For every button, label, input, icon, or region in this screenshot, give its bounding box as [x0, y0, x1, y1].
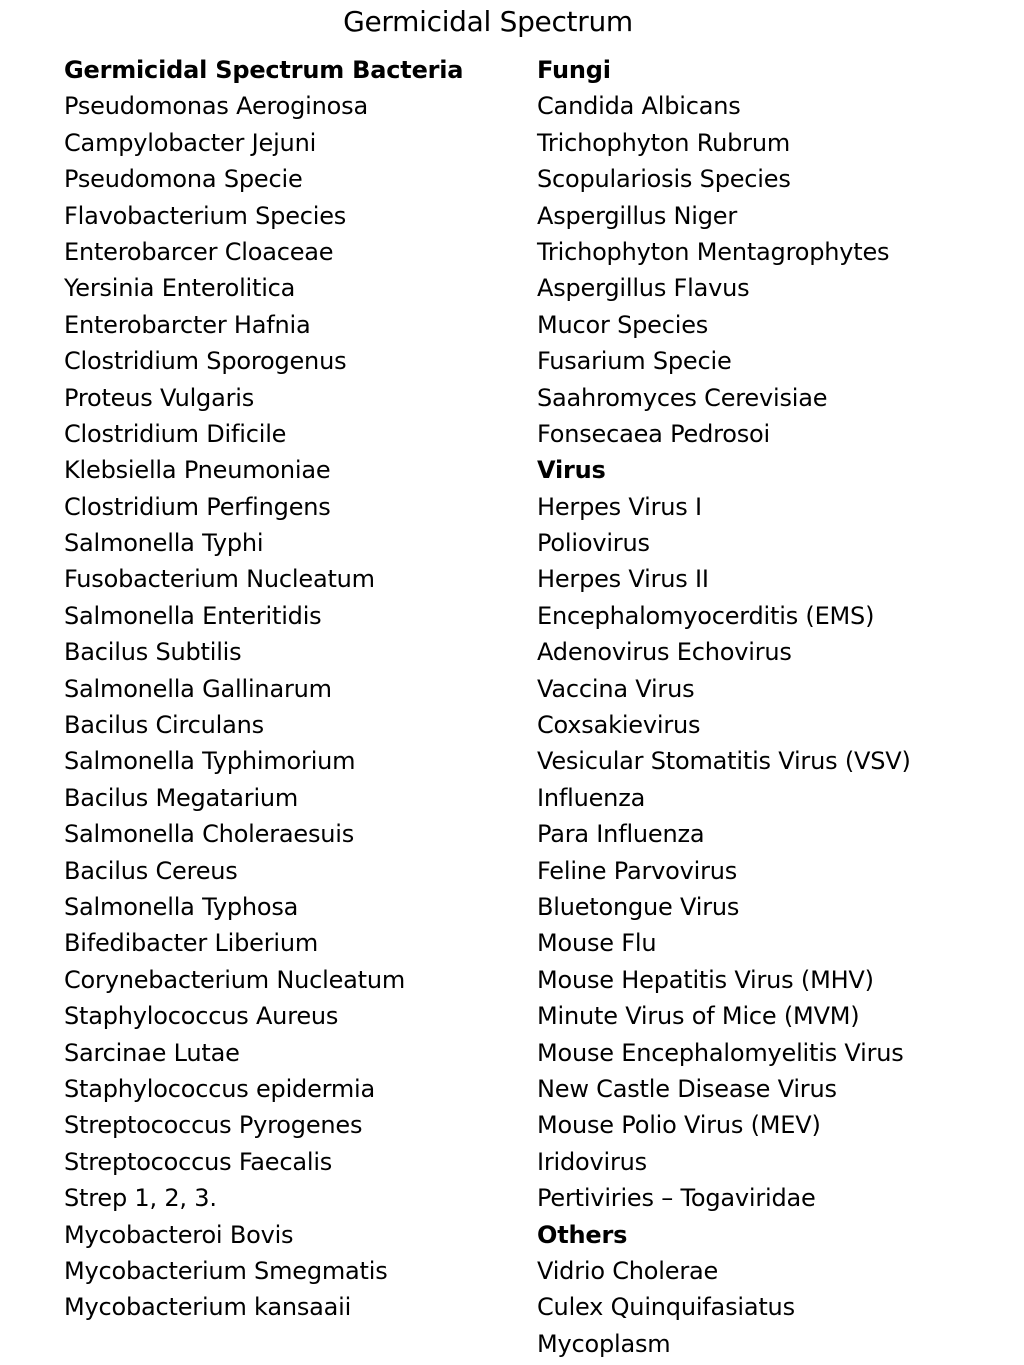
list-item: Clostridium Perfingens [64, 492, 331, 521]
list-item: Campylobacter Jejuni [64, 128, 317, 157]
page-title: Germicidal Spectrum [343, 5, 633, 38]
list-item: Enterobarcer Cloaceae [64, 237, 334, 266]
list-item: Mycobacterium kansaaii [64, 1293, 352, 1322]
list-item: Clostridium Dificile [64, 419, 287, 448]
list-item: Feline Parvovirus [537, 856, 738, 885]
list-item: Adenovirus Echovirus [537, 638, 792, 667]
list-item: Vaccina Virus [537, 674, 695, 703]
section-heading: Virus [537, 456, 606, 485]
list-item: Salmonella Gallinarum [64, 674, 332, 703]
list-item: Poliovirus [537, 529, 650, 558]
list-item: Trichophyton Rubrum [537, 128, 791, 157]
list-item: Salmonella Typhosa [64, 892, 299, 921]
list-item: Minute Virus of Mice (MVM) [537, 1002, 860, 1031]
list-item: Enterobarcter Hafnia [64, 310, 311, 339]
list-item: Mucor Species [537, 310, 709, 339]
list-item: Pseudomona Specie [64, 165, 303, 194]
list-item: Streptococcus Pyrogenes [64, 1111, 363, 1140]
list-item: Mycobacteroi Bovis [64, 1220, 294, 1249]
list-item: Coxsakievirus [537, 711, 701, 740]
section-heading: Germicidal Spectrum Bacteria [64, 56, 464, 84]
list-item: Scopulariosis Species [537, 165, 791, 194]
list-item: Trichophyton Mentagrophytes [537, 237, 890, 266]
list-item: Streptococcus Faecalis [64, 1147, 333, 1176]
list-item: Clostridium Sporogenus [64, 347, 347, 376]
list-item: Bifedibacter Liberium [64, 929, 319, 958]
list-item: Mouse Polio Virus (MEV) [537, 1111, 821, 1140]
list-item: Mycoplasm [537, 1329, 671, 1358]
section-heading: Others [537, 1220, 628, 1249]
list-item: Salmonella Choleraesuis [64, 820, 355, 849]
list-item: Influenza [537, 783, 646, 812]
list-item: Flavobacterium Species [64, 201, 347, 230]
list-item: Herpes Virus I [537, 492, 702, 521]
list-item: Mouse Hepatitis Virus (MHV) [537, 965, 874, 994]
list-item: Staphylococcus epidermia [64, 1074, 376, 1103]
section-heading: Fungi [537, 56, 611, 84]
list-item: Vesicular Stomatitis Virus (VSV) [537, 747, 911, 776]
list-item: Fonsecaea Pedrosoi [537, 419, 771, 448]
fungi-virus-others-column [537, 52, 1007, 1362]
list-item: Vidrio Cholerae [537, 1256, 719, 1285]
list-item: Salmonella Typhimorium [64, 747, 356, 776]
list-item: Aspergillus Flavus [537, 274, 750, 303]
list-item: Bacilus Megatarium [64, 783, 299, 812]
list-item: Candida Albicans [537, 92, 741, 121]
list-item: Culex Quinquifasiatus [537, 1293, 795, 1322]
list-item: Corynebacterium Nucleatum [64, 965, 406, 994]
list-item: New Castle Disease Virus [537, 1074, 837, 1103]
list-item: Fusarium Specie [537, 347, 732, 376]
list-item: Yersinia Enterolitica [64, 274, 296, 303]
list-item: Encephalomyocerditis (EMS) [537, 601, 875, 630]
list-item: Pertiviries – Togaviridae [537, 1184, 816, 1213]
list-item: Bacilus Subtilis [64, 638, 242, 667]
list-item: Strep 1, 2, 3. [64, 1184, 217, 1213]
list-item: Para Influenza [537, 820, 705, 849]
list-item: Mouse Flu [537, 929, 657, 958]
list-item: Iridovirus [537, 1147, 647, 1176]
list-item: Mycobacterium Smegmatis [64, 1256, 388, 1285]
list-item: Fusobacterium Nucleatum [64, 565, 375, 594]
list-item: Sarcinae Lutae [64, 1038, 240, 1067]
bacteria-column [64, 52, 504, 1326]
list-item: Herpes Virus II [537, 565, 709, 594]
list-item: Aspergillus Niger [537, 201, 738, 230]
list-item: Proteus Vulgaris [64, 383, 255, 412]
list-item: Saahromyces Cerevisiae [537, 383, 828, 412]
list-item: Pseudomonas Aeroginosa [64, 92, 368, 121]
list-item: Mouse Encephalomyelitis Virus [537, 1038, 904, 1067]
list-item: Bacilus Circulans [64, 711, 264, 740]
list-item: Salmonella Typhi [64, 529, 264, 558]
list-item: Staphylococcus Aureus [64, 1002, 339, 1031]
list-item: Bacilus Cereus [64, 856, 238, 885]
list-item: Bluetongue Virus [537, 892, 740, 921]
list-item: Salmonella Enteritidis [64, 601, 322, 630]
list-item: Klebsiella Pneumoniae [64, 456, 331, 485]
